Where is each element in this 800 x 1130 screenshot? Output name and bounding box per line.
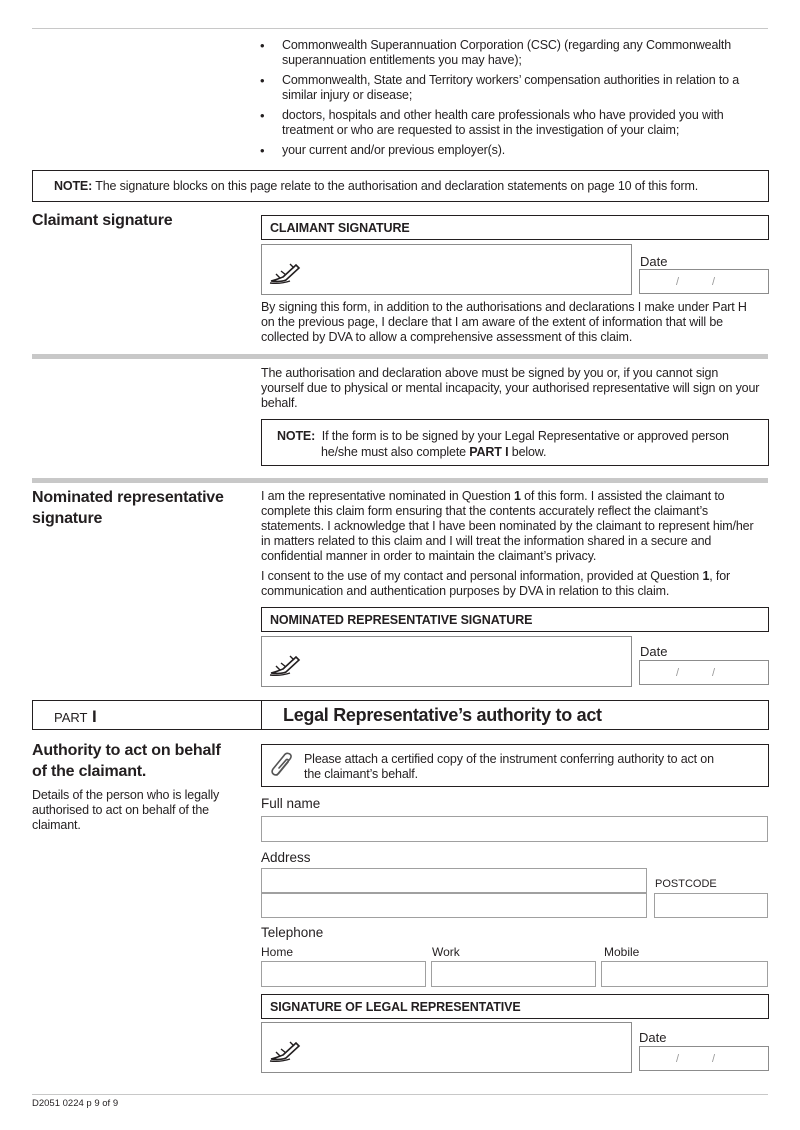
home-phone-label: Home <box>261 945 294 959</box>
part-i-reference: PART I <box>469 445 509 459</box>
section-divider <box>32 478 768 483</box>
claimant-date-label: Date <box>640 254 668 269</box>
telephone-label: Telephone <box>261 925 324 940</box>
part-i-header <box>32 700 769 730</box>
section-divider <box>32 354 768 359</box>
part-word: PART <box>54 710 88 725</box>
signature-note <box>54 179 698 194</box>
note-text: The signature blocks on this page relate to the authorisation and declaration statements on page 10 of this form. <box>95 179 699 193</box>
paperclip-icon <box>270 751 296 779</box>
legal-rep-note-box <box>261 419 769 466</box>
signature-note-box <box>32 170 769 202</box>
full-name-label: Full name <box>261 796 321 811</box>
postcode-field[interactable] <box>654 893 768 918</box>
date-separator: / <box>712 1053 716 1065</box>
footer-divider <box>32 1094 768 1095</box>
nominated-signature-field[interactable] <box>261 636 632 687</box>
note-text: he/she must also complete <box>321 445 466 459</box>
legal-rep-date-label: Date <box>639 1030 667 1045</box>
legal-rep-note-line-2 <box>321 445 546 460</box>
top-divider <box>32 28 768 29</box>
list-item: • your current and/or previous employer(s). <box>260 143 760 158</box>
postcode-label: POSTCODE <box>655 878 717 890</box>
footer-form-code: D2051 0224 p 9 of 9 <box>32 1098 119 1109</box>
note-label: NOTE: <box>277 429 316 443</box>
mobile-phone-field[interactable] <box>601 961 768 987</box>
date-separator: / <box>676 1053 680 1065</box>
attach-instruction-box <box>261 744 769 787</box>
nominated-date-label: Date <box>640 644 668 659</box>
address-line-1-field[interactable] <box>261 868 647 893</box>
note-label: NOTE: <box>54 179 93 193</box>
legal-rep-note-line-1 <box>277 429 729 444</box>
date-separator: / <box>712 667 716 679</box>
nominated-statement <box>261 489 766 564</box>
question-number: 1 <box>702 569 710 583</box>
claimant-heading: Claimant signature <box>32 212 173 229</box>
home-phone-field[interactable] <box>261 961 426 987</box>
attach-instruction-line-2: the claimant’s behalf. <box>304 767 418 781</box>
full-name-field[interactable] <box>261 816 768 842</box>
consent-text: , for communication and authentication purposes by DVA in relation to this claim. <box>261 569 731 598</box>
recipients-list <box>260 38 760 163</box>
date-separator: / <box>676 667 680 679</box>
consent-text: I consent to the use of my contact and personal information, provided at Question <box>261 569 700 583</box>
pen-icon <box>268 653 302 677</box>
note-text: If the form is to be signed by your Legal Representative or approved person <box>321 429 729 443</box>
address-label: Address <box>261 850 311 865</box>
nominated-heading-line-1: Nominated representative <box>32 489 224 506</box>
list-item: • doctors, hospitals and other health care professionals who have provided you with treatment or who are requested to assist in the investigation of your claim; <box>260 108 760 138</box>
address-line-2-field[interactable] <box>261 893 647 918</box>
part-title: Legal Representative’s authority to act <box>283 705 602 725</box>
work-phone-label: Work <box>432 945 460 959</box>
pen-icon <box>268 261 302 285</box>
legal-rep-signature-field[interactable] <box>261 1022 632 1073</box>
date-separator: / <box>676 276 680 288</box>
nominated-heading-line-2: signature <box>32 510 103 527</box>
header-divider <box>261 701 262 729</box>
work-phone-field[interactable] <box>431 961 596 987</box>
part-label <box>54 707 97 727</box>
pen-icon <box>268 1039 302 1063</box>
nominated-consent <box>261 569 766 599</box>
statement-text: I am the representative nominated in Question <box>261 489 511 503</box>
mobile-phone-label: Mobile <box>604 945 640 959</box>
question-number: 1 <box>513 489 521 503</box>
statement-text: of this form. I assisted the claimant to complete this claim form ensuring that the contents accurately reflect the claimant’s statements. I acknowledge that I have been nominated by the claimant to represent him/her in matters related to this claim and I will treat the information shared in a secure and confidential manner in order to maintain the claimant’s privacy. <box>261 489 754 563</box>
claimant-declaration-text: By signing this form, in addition to the authorisations and declarations I make under Part H on the previous page, I declare that I am aware of the extent of information that will be collected by DVA to allow a comprehensive assessment of this claim. <box>261 300 747 344</box>
note-text: below. <box>511 445 547 459</box>
nominated-date-field[interactable] <box>639 660 769 685</box>
attach-instruction-line-1: Please attach a certified copy of the instrument conferring authority to act on <box>304 752 714 766</box>
authority-heading-line-2: of the claimant. <box>32 763 147 780</box>
list-item: • Commonwealth, State and Territory workers’ compensation authorities in relation to a similar injury or disease; <box>260 73 760 103</box>
legal-rep-signature-bar: SIGNATURE OF LEGAL REPRESENTATIVE <box>261 994 769 1019</box>
authority-heading-line-1: Authority to act on behalf <box>32 742 221 759</box>
date-separator: / <box>712 276 716 288</box>
authorisation-text: The authorisation and declaration above must be signed by you or, if you cannot sign yourself due to physical or mental incapacity, your authorised representative will sign on your behalf. <box>261 366 760 410</box>
authority-description: Details of the person who is legally authorised to act on behalf of the claimant. <box>32 788 220 832</box>
claimant-date-field[interactable] <box>639 269 769 294</box>
claimant-signature-field[interactable] <box>261 244 632 295</box>
nominated-signature-bar: NOMINATED REPRESENTATIVE SIGNATURE <box>261 607 769 632</box>
legal-rep-date-field[interactable] <box>639 1046 769 1071</box>
claimant-signature-bar: CLAIMANT SIGNATURE <box>261 215 769 240</box>
part-letter: I <box>91 707 97 726</box>
list-item: • Commonwealth Superannuation Corporation (CSC) (regarding any Commonwealth superannuation entitlements you may have); <box>260 38 760 68</box>
